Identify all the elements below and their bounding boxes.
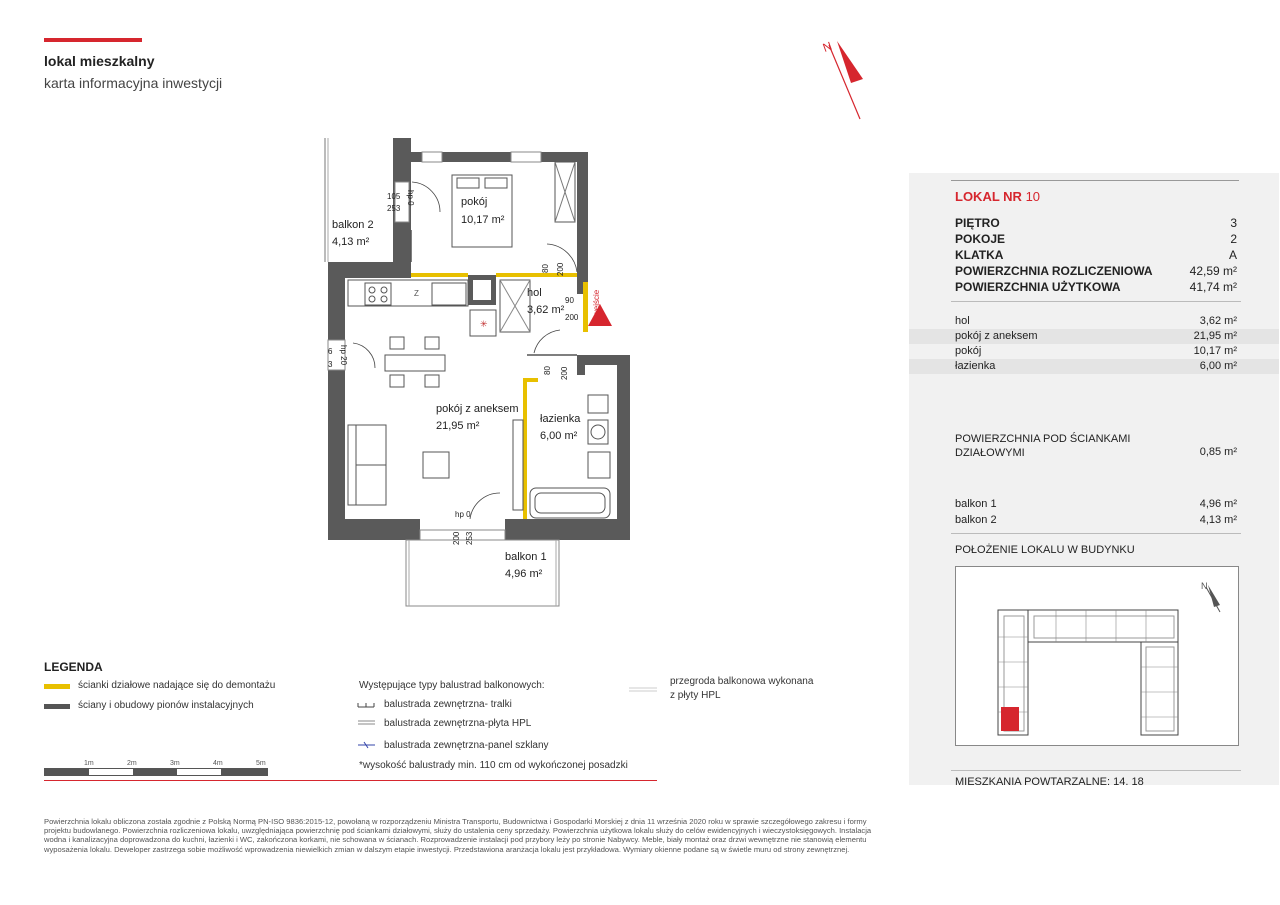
legend-item: ścianki działowe nadające się do demontażu: [78, 680, 276, 691]
room-row: pokój 10,17 m²: [955, 345, 1237, 357]
legend-item: balustrada zewnętrzna- tralki: [384, 699, 512, 710]
dim-label: 105: [387, 192, 401, 201]
dim-label: 6: [328, 347, 333, 356]
balustrade-note: *wysokość balustrady min. 110 cm od wykończonej posadzki: [359, 760, 628, 771]
dim-label: 90: [565, 296, 574, 305]
location-title: POŁOŻENIE LOKALU W BUDYNKU: [955, 544, 1135, 556]
room-row: łazienka 6,00 m²: [909, 359, 1279, 374]
room-label-balkon1: balkon 1: [505, 551, 547, 563]
room-label-pokoj: pokój: [461, 196, 488, 208]
balcony-label: balkon 2: [955, 514, 997, 526]
room-area-balkon1: 4,96 m²: [505, 568, 543, 580]
dim-label: 253: [465, 531, 474, 545]
dim-label: 200: [452, 531, 461, 545]
legend-divider: [44, 780, 657, 781]
room-row: hol 3,62 m²: [955, 315, 1237, 327]
legend-swatch-grey: [44, 704, 70, 709]
legend-title: LEGENDA: [44, 660, 103, 674]
dim-label: 3: [328, 360, 333, 369]
legend-item: z płyty HPL: [670, 690, 721, 701]
legend-item: balustrada zewnętrzna-panel szklany: [384, 740, 549, 751]
balcony-label: balkon 1: [955, 498, 997, 510]
page-subtitle: karta informacyjna inwestycji: [44, 75, 223, 91]
dim-label: hp 0: [406, 190, 415, 206]
room-label-lazienka: łazienka: [540, 413, 581, 425]
dim-label: 253: [387, 204, 401, 213]
room-row: pokój z aneksem 21,95 m²: [909, 329, 1279, 344]
room-area-hol: 3,62 m²: [527, 304, 565, 316]
header-accent-bar: [44, 38, 142, 42]
dim-label: 80: [541, 264, 550, 273]
balustrade-glass-icon: [357, 740, 377, 750]
scale-label: 2m: [127, 760, 137, 767]
info-row: POWIERZCHNIA ROZLICZENIOWA 42,59 m²: [955, 264, 1237, 278]
entrance-label: wejście: [592, 289, 601, 316]
scale-label: 3m: [170, 760, 180, 767]
info-row: POWIERZCHNIA UŻYTKOWA 41,74 m²: [955, 280, 1237, 294]
info-row: POKOJE 2: [955, 232, 1237, 246]
building-location-map: [955, 566, 1239, 746]
dim-label: hp 20: [339, 345, 348, 366]
room-area-pokoj: 10,17 m²: [461, 214, 505, 226]
legend-item: ściany i obudowy pionów instalacyjnych: [78, 700, 254, 711]
dim-label: 200: [565, 313, 579, 322]
legend-item: balustrada zewnętrzna-płyta HPL: [384, 718, 532, 729]
page-title: lokal mieszkalny: [44, 53, 155, 69]
partition-area-label-2: DZIAŁOWYMI: [955, 447, 1025, 459]
balcony-value: 4,96 m²: [1199, 498, 1237, 510]
panel-divider: [951, 770, 1241, 771]
footer-disclaimer: Powierzchnia lokalu obliczona została zgodnie z Polską Normą PN-ISO 9836:2015-12, powołaną w rozporządzeniu Ministra Transportu, Budownictwa i Gospodarki Morskiej z dnia 11 września 2020 roku w sprawie szczegółowego zakresu i formy projektu budowlanego. Powierzchnia rozliczeniowa lokalu, uwzględniająca powierzchnię pod ściankami działowymi, służy do ustalenia ceny sprzedaży. Powierzchnia użytkowa lokalu służy do celów ewidencyjnych i wieczystoksięgowych. Instalacja wodna i kanalizacyjna doprowadzona do kuchni, łazienki i WC, zakończona korkami, nie schowana w ścianach. Rozprowadzenie instalacji pod przybory leży po stronie Nabywcy. Meble, biały montaż oraz drzwi wewnętrzne nie stanowią elementu wyposażenia lokalu. Deweloper zastrzega sobie możliwość wprowadzenia niewielkich zmian w dalszym etapie inwestycji. Przedstawiona aranżacja lokalu jest przykładowa. Wymiary okienne podane są w świetle muru od strony zewnętrznej.: [44, 817, 872, 854]
scale-label: 5m: [256, 760, 266, 767]
panel-divider: [951, 533, 1241, 534]
info-panel: [909, 173, 1279, 788]
info-row: KLATKA A: [955, 248, 1237, 262]
partition-area-value: 0,85 m²: [1199, 446, 1237, 458]
room-area-lazienka: 6,00 m²: [540, 430, 578, 442]
dim-label: 80: [543, 366, 552, 375]
svg-text:✳: ✳: [480, 319, 488, 329]
lokal-highlight: [1001, 707, 1019, 731]
scale-label: 1m: [84, 760, 94, 767]
balustrady-title: Występujące typy balustrad balkonowych:: [359, 680, 545, 691]
room-label-hol: hol: [527, 287, 542, 299]
compass-icon: [815, 35, 875, 125]
dim-label: 200: [556, 262, 565, 276]
partition-area-label-1: POWIERZCHNIA POD ŚCIANKAMI: [955, 433, 1131, 445]
fridge-mark: Z: [414, 289, 419, 298]
balustrade-hpl-icon: [357, 718, 377, 728]
room-label-balkon2: balkon 2: [332, 219, 374, 231]
legend-swatch-yellow: [44, 684, 70, 689]
rooms-list: [909, 314, 1279, 374]
legend-item: przegroda balkonowa wykonana: [670, 676, 814, 687]
repeated-units-note: MIESZKANIA POWTARZALNE: 14. 18: [955, 776, 1144, 788]
dim-label: hp 0: [455, 510, 471, 519]
balcony-value: 4,13 m²: [1199, 514, 1237, 526]
scale-bar: [44, 768, 268, 776]
room-label-main: pokój z aneksem: [436, 403, 519, 415]
info-row: PIĘTRO 3: [955, 216, 1237, 230]
building-outline-image: [956, 567, 1238, 745]
panel-divider: [951, 180, 1239, 181]
dim-label: 200: [560, 366, 569, 380]
balustrade-tralki-icon: [357, 700, 377, 710]
panel-divider: [951, 301, 1241, 302]
przegroda-icon: [629, 686, 659, 694]
scale-label: 4m: [213, 760, 223, 767]
compass-n-label: N: [820, 38, 834, 55]
map-compass-n: N: [1201, 581, 1208, 591]
lokal-number: LOKAL NR 10: [955, 189, 1041, 204]
room-area-main: 21,95 m²: [436, 420, 480, 432]
room-area-balkon2: 4,13 m²: [332, 236, 370, 248]
